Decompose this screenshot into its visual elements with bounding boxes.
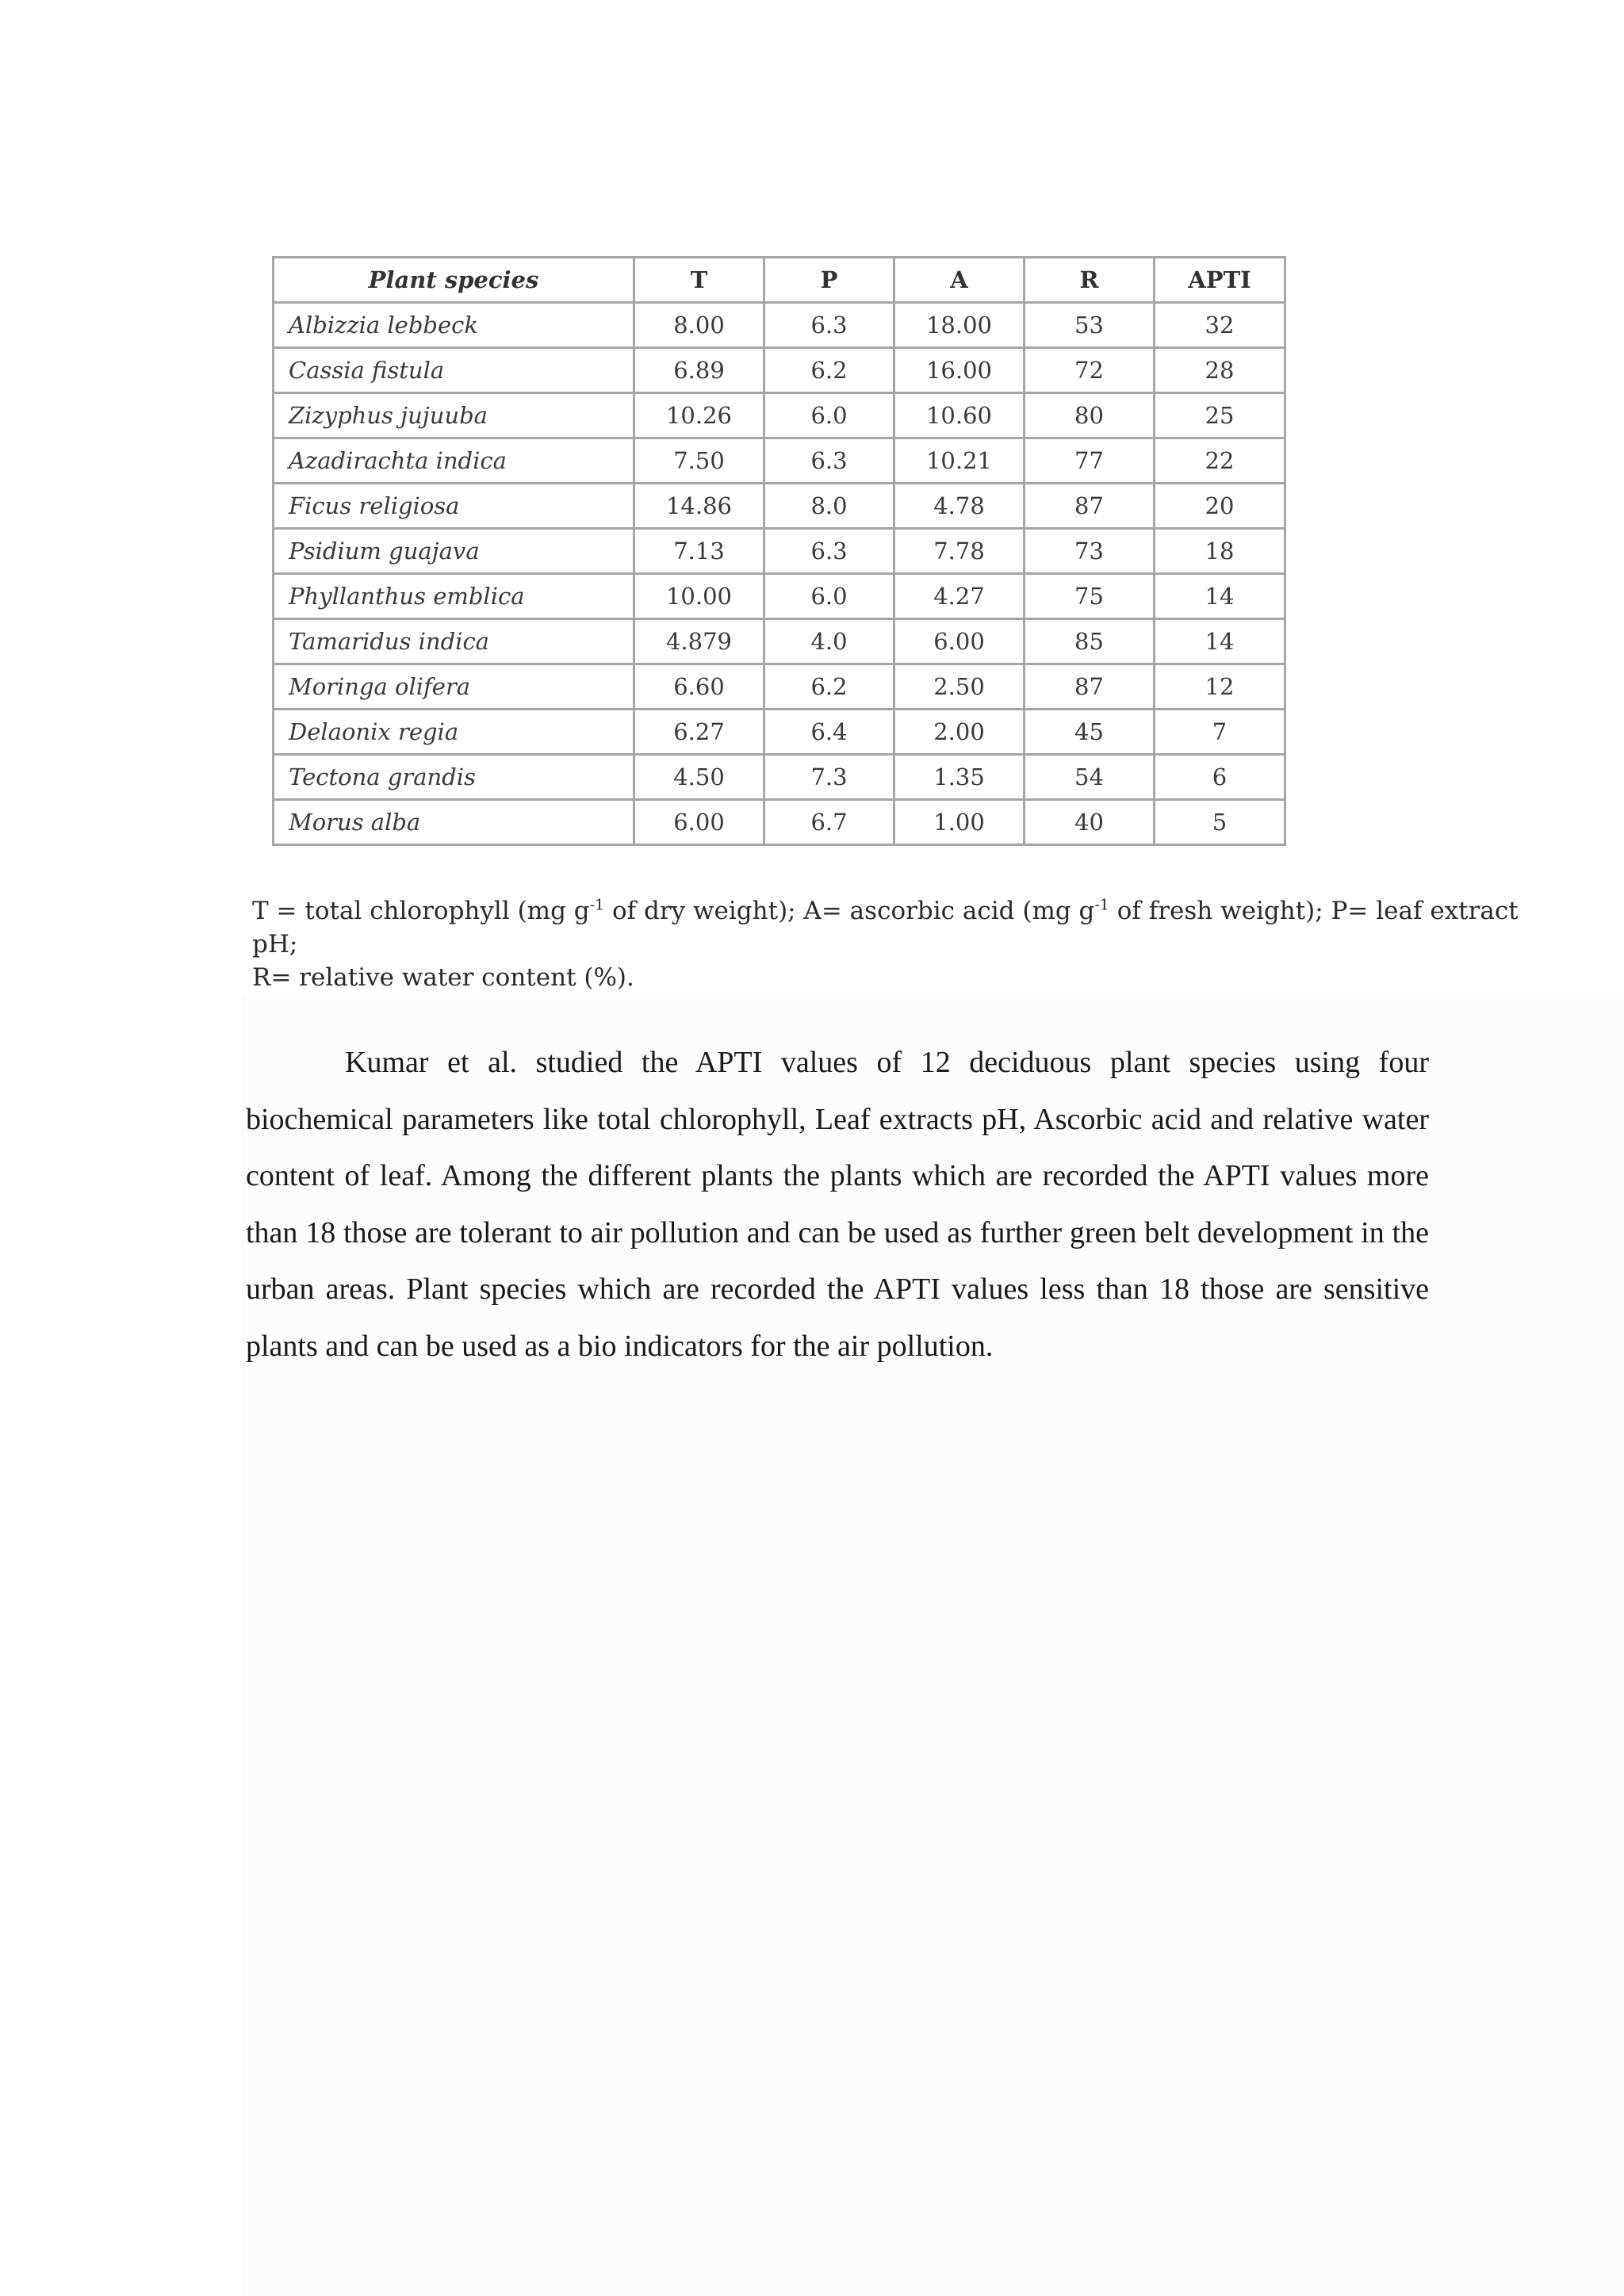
cell-r-value: 85 bbox=[1025, 619, 1155, 664]
cell-a-value: 2.00 bbox=[894, 710, 1025, 755]
cell-a-value: 10.21 bbox=[894, 438, 1025, 484]
header-r: R bbox=[1025, 258, 1155, 303]
cell-a-value: 10.60 bbox=[894, 393, 1025, 438]
cell-species: Azadirachta indica bbox=[274, 438, 634, 484]
cell-species: Moringa olifera bbox=[274, 664, 634, 710]
cell-t-value: 10.00 bbox=[634, 574, 764, 619]
cell-species: Tamaridus indica bbox=[274, 619, 634, 664]
cell-t-value: 14.86 bbox=[634, 484, 764, 529]
cell-p-value: 8.0 bbox=[764, 484, 894, 529]
cell-p-value: 6.3 bbox=[764, 529, 894, 574]
table-row bbox=[274, 710, 1285, 755]
caption-sup-2: -1 bbox=[1094, 896, 1109, 914]
cell-t-value: 10.26 bbox=[634, 393, 764, 438]
header-apti: APTI bbox=[1155, 258, 1285, 303]
table-row bbox=[274, 574, 1285, 619]
cell-species: Tectona grandis bbox=[274, 755, 634, 800]
cell-r-value: 72 bbox=[1025, 348, 1155, 393]
cell-p-value: 6.7 bbox=[764, 800, 894, 845]
cell-apti-value: 20 bbox=[1155, 484, 1285, 529]
body-paragraph: Kumar et al. studied the APTI values of 12 deciduous plant species using four biochemical parameters like total chlorophyll, Leaf extracts pH, Ascorbic acid and relative water content of leaf. Among the different plants the plants which are recorded the APTI values more than 18 those are tolerant to air pollution and can be used as further green belt development in the urban areas. Plant species which are recorded the APTI values less than 18 those are sensitive plants and can be used as a bio indicators for the air pollution. bbox=[246, 1046, 1429, 1363]
table-row bbox=[274, 755, 1285, 800]
table-row bbox=[274, 619, 1285, 664]
cell-species: Psidium guajava bbox=[274, 529, 634, 574]
table-row bbox=[274, 393, 1285, 438]
caption-text-3: of fresh weight); P= leaf extract pH; bbox=[252, 897, 1519, 959]
cell-species: Ficus religiosa bbox=[274, 484, 634, 529]
table-row bbox=[274, 348, 1285, 393]
cell-t-value: 4.879 bbox=[634, 619, 764, 664]
cell-p-value: 6.3 bbox=[764, 438, 894, 484]
cell-p-value: 7.3 bbox=[764, 755, 894, 800]
table-row bbox=[274, 664, 1285, 710]
cell-apti-value: 18 bbox=[1155, 529, 1285, 574]
cell-r-value: 73 bbox=[1025, 529, 1155, 574]
cell-p-value: 6.2 bbox=[764, 664, 894, 710]
caption-line-2: R= relative water content (%). bbox=[252, 963, 634, 992]
table-row bbox=[274, 303, 1285, 348]
cell-r-value: 54 bbox=[1025, 755, 1155, 800]
cell-p-value: 6.4 bbox=[764, 710, 894, 755]
header-p: P bbox=[764, 258, 894, 303]
cell-t-value: 6.00 bbox=[634, 800, 764, 845]
cell-apti-value: 28 bbox=[1155, 348, 1285, 393]
table-row bbox=[274, 484, 1285, 529]
cell-r-value: 87 bbox=[1025, 484, 1155, 529]
table-header-row bbox=[274, 258, 1285, 303]
table-row bbox=[274, 438, 1285, 484]
cell-r-value: 40 bbox=[1025, 800, 1155, 845]
cell-species: Phyllanthus emblica bbox=[274, 574, 634, 619]
cell-t-value: 7.50 bbox=[634, 438, 764, 484]
cell-t-value: 6.27 bbox=[634, 710, 764, 755]
cell-p-value: 6.2 bbox=[764, 348, 894, 393]
header-a: A bbox=[894, 258, 1025, 303]
cell-apti-value: 14 bbox=[1155, 574, 1285, 619]
cell-species: Albizzia lebbeck bbox=[274, 303, 634, 348]
table-body bbox=[274, 303, 1285, 845]
cell-r-value: 80 bbox=[1025, 393, 1155, 438]
cell-r-value: 87 bbox=[1025, 664, 1155, 710]
cell-a-value: 2.50 bbox=[894, 664, 1025, 710]
cell-r-value: 53 bbox=[1025, 303, 1155, 348]
cell-p-value: 6.3 bbox=[764, 303, 894, 348]
header-t: T bbox=[634, 258, 764, 303]
cell-a-value: 16.00 bbox=[894, 348, 1025, 393]
cell-t-value: 6.60 bbox=[634, 664, 764, 710]
caption-line-1 bbox=[252, 894, 1521, 961]
cell-p-value: 4.0 bbox=[764, 619, 894, 664]
cell-p-value: 6.0 bbox=[764, 574, 894, 619]
caption-text-1: T = total chlorophyll (mg g bbox=[252, 897, 590, 925]
cell-p-value: 6.0 bbox=[764, 393, 894, 438]
cell-t-value: 4.50 bbox=[634, 755, 764, 800]
table-caption bbox=[252, 894, 1521, 994]
cell-a-value: 1.35 bbox=[894, 755, 1025, 800]
cell-t-value: 8.00 bbox=[634, 303, 764, 348]
cell-apti-value: 32 bbox=[1155, 303, 1285, 348]
cell-species: Cassia fistula bbox=[274, 348, 634, 393]
cell-species: Zizyphus jujuuba bbox=[274, 393, 634, 438]
cell-apti-value: 7 bbox=[1155, 710, 1285, 755]
cell-a-value: 6.00 bbox=[894, 619, 1025, 664]
cell-apti-value: 12 bbox=[1155, 664, 1285, 710]
table-row bbox=[274, 529, 1285, 574]
cell-a-value: 4.78 bbox=[894, 484, 1025, 529]
cell-r-value: 75 bbox=[1025, 574, 1155, 619]
cell-apti-value: 22 bbox=[1155, 438, 1285, 484]
cell-a-value: 18.00 bbox=[894, 303, 1025, 348]
cell-apti-value: 6 bbox=[1155, 755, 1285, 800]
cell-a-value: 4.27 bbox=[894, 574, 1025, 619]
cell-r-value: 45 bbox=[1025, 710, 1155, 755]
cell-apti-value: 14 bbox=[1155, 619, 1285, 664]
cell-apti-value: 25 bbox=[1155, 393, 1285, 438]
cell-t-value: 6.89 bbox=[634, 348, 764, 393]
header-plant-species: Plant species bbox=[274, 258, 634, 303]
cell-species: Morus alba bbox=[274, 800, 634, 845]
caption-text-2: of dry weight); A= ascorbic acid (mg g bbox=[604, 897, 1095, 925]
cell-t-value: 7.13 bbox=[634, 529, 764, 574]
cell-a-value: 7.78 bbox=[894, 529, 1025, 574]
cell-apti-value: 5 bbox=[1155, 800, 1285, 845]
cell-species: Delaonix regia bbox=[274, 710, 634, 755]
table-row bbox=[274, 800, 1285, 845]
cell-r-value: 77 bbox=[1025, 438, 1155, 484]
apti-table bbox=[272, 256, 1286, 846]
cell-a-value: 1.00 bbox=[894, 800, 1025, 845]
caption-sup-1: -1 bbox=[589, 896, 605, 914]
apti-table-figure bbox=[272, 256, 1284, 846]
